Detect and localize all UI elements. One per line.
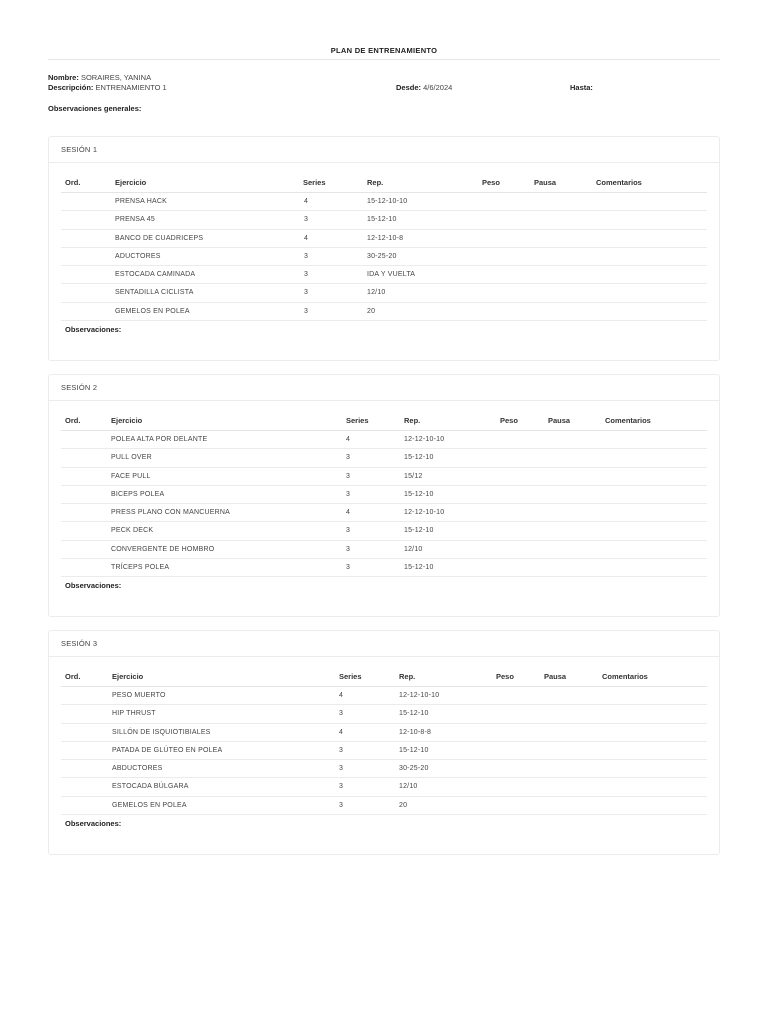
table-row	[61, 559, 707, 577]
cell-ejercicio: SENTADILLA CICLISTA	[115, 289, 194, 297]
table-row	[61, 778, 707, 796]
column-header-peso: Peso	[482, 178, 500, 187]
cell-ejercicio: ABDUCTORES	[112, 765, 163, 773]
cell-series: 3	[304, 271, 309, 279]
cell-ejercicio: GEMELOS EN POLEA	[115, 307, 190, 315]
column-header-comentarios: Comentarios	[596, 178, 642, 187]
column-header-ejercicio: Ejercicio	[111, 416, 143, 425]
table-header-row	[61, 173, 707, 193]
table-row	[61, 486, 707, 504]
table-row	[61, 266, 707, 284]
cell-ejercicio: PATADA DE GLÚTEO EN POLEA	[112, 746, 223, 754]
column-header-ord: Ord.	[65, 178, 81, 187]
cell-rep: 12-12-10-10	[404, 509, 445, 517]
session-observaciones-label: Observaciones:	[65, 325, 122, 335]
cell-rep: 15-12-10	[404, 454, 434, 462]
cell-ejercicio: PULL OVER	[111, 454, 152, 462]
column-header-ejercicio: Ejercicio	[115, 178, 147, 187]
exercise-table	[61, 411, 707, 590]
cell-series: 4	[304, 234, 309, 242]
cell-rep: 20	[367, 307, 376, 315]
cell-rep: 15-12-10	[399, 746, 429, 754]
cell-rep: 12/10	[399, 783, 418, 791]
table-row	[61, 687, 707, 705]
table-row	[61, 705, 707, 723]
nombre-value: SORAIRES, YANINA	[80, 73, 152, 82]
cell-rep: 12/10	[404, 545, 423, 553]
table-row	[61, 211, 707, 229]
cell-series: 3	[346, 564, 351, 572]
cell-series: 4	[346, 436, 351, 443]
cell-series: 4	[346, 509, 351, 517]
column-header-ord: Ord.	[65, 416, 81, 425]
cell-series: 4	[339, 692, 344, 699]
cell-series: 3	[339, 783, 344, 791]
cell-rep: 15-12-10	[404, 527, 434, 535]
table-row	[61, 284, 707, 302]
cell-ejercicio: PESO MUERTO	[112, 692, 166, 699]
table-row	[61, 742, 707, 760]
cell-ejercicio: TRÍCEPS POLEA	[111, 564, 170, 572]
descripcion-line	[48, 83, 167, 92]
observaciones-generales	[48, 104, 141, 113]
table-row	[61, 724, 707, 742]
cell-series: 3	[346, 527, 351, 535]
cell-ejercicio: PRESS PLANO CON MANCUERNA	[111, 509, 230, 517]
table-row	[61, 449, 707, 467]
desde-line	[396, 83, 452, 92]
cell-ejercicio: POLEA ALTA POR DELANTE	[111, 436, 208, 443]
cell-series: 3	[346, 490, 351, 498]
descripcion-label: Descripción:	[48, 83, 94, 92]
cell-rep: 15-12-10	[367, 216, 397, 224]
table-row	[61, 193, 707, 211]
table-header-row	[61, 667, 707, 687]
cell-series: 3	[339, 801, 344, 809]
observaciones-generales-label: Observaciones generales:	[48, 104, 142, 113]
table-row	[61, 431, 707, 449]
desde-label: Desde:	[396, 83, 422, 92]
nombre-line	[48, 73, 151, 82]
column-header-ejercicio: Ejercicio	[112, 672, 144, 681]
cell-ejercicio: PRENSA 45	[115, 216, 155, 224]
cell-rep: 15-12-10-10	[367, 198, 408, 205]
cell-ejercicio: ADUCTORES	[115, 252, 161, 260]
session-observaciones-label: Observaciones:	[65, 819, 122, 829]
cell-rep: 15/12	[404, 472, 423, 480]
cell-ejercicio: SILLÓN DE ISQUIOTIBIALES	[112, 728, 211, 736]
cell-series: 4	[304, 198, 309, 205]
cell-series: 3	[339, 765, 344, 773]
column-header-pausa: Pausa	[544, 672, 567, 681]
document-title: PLAN DE ENTRENAMIENTO	[330, 46, 438, 55]
cell-ejercicio: PECK DECK	[111, 527, 154, 535]
nombre-label: Nombre:	[48, 73, 79, 82]
column-header-series: Series	[346, 416, 369, 425]
cell-series: 3	[304, 216, 309, 224]
cell-ejercicio: CONVERGENTE DE HOMBRO	[111, 545, 215, 553]
column-header-pausa: Pausa	[548, 416, 571, 425]
cell-rep: 15-12-10	[404, 490, 434, 498]
cell-rep: 12/10	[367, 289, 386, 297]
session-title: SESIÓN 3	[49, 631, 719, 657]
cell-rep: 12-12-10-10	[399, 692, 440, 699]
descripcion-value: ENTRENAMIENTO 1	[95, 83, 167, 92]
table-row	[61, 541, 707, 559]
cell-ejercicio: BANCO DE CUADRICEPS	[115, 234, 204, 242]
table-row	[61, 522, 707, 540]
table-row	[61, 248, 707, 266]
cell-series: 3	[304, 307, 309, 315]
cell-ejercicio: GEMELOS EN POLEA	[112, 801, 187, 809]
session-observaciones-label: Observaciones:	[65, 581, 122, 591]
cell-rep: 15-12-10	[399, 710, 429, 718]
column-header-rep: Rep.	[399, 672, 416, 681]
table-row	[61, 797, 707, 815]
cell-rep: IDA Y VUELTA	[367, 271, 416, 279]
table-row	[61, 468, 707, 486]
cell-ejercicio: HIP THRUST	[112, 710, 156, 718]
session-title: SESIÓN 2	[49, 375, 719, 401]
table-header-row	[61, 411, 707, 431]
cell-rep: 20	[399, 801, 408, 809]
cell-rep: 12-12-10-8	[367, 234, 404, 242]
cell-ejercicio: FACE PULL	[111, 472, 151, 480]
column-header-rep: Rep.	[404, 416, 421, 425]
cell-rep: 12-10-8-8	[399, 728, 432, 736]
session-card	[48, 136, 720, 361]
exercise-table	[61, 667, 707, 828]
cell-series: 3	[346, 545, 351, 553]
cell-series: 3	[304, 252, 309, 260]
hasta-label: Hasta:	[570, 83, 593, 92]
cell-ejercicio: ESTOCADA CAMINADA	[115, 271, 196, 279]
cell-rep: 15-12-10	[404, 564, 434, 572]
column-header-peso: Peso	[496, 672, 514, 681]
exercise-table	[61, 173, 707, 334]
cell-series: 3	[346, 472, 351, 480]
cell-rep: 12-12-10-10	[404, 436, 445, 443]
cell-ejercicio: ESTOCADA BÚLGARA	[112, 783, 189, 791]
table-row	[61, 504, 707, 522]
table-row	[61, 230, 707, 248]
session-card	[48, 374, 720, 617]
column-header-series: Series	[303, 178, 326, 187]
desde-value: 4/6/2024	[423, 83, 453, 92]
hasta-line	[570, 83, 593, 92]
title-divider	[48, 59, 720, 60]
column-header-pausa: Pausa	[534, 178, 557, 187]
cell-rep: 30-25-20	[399, 765, 429, 773]
cell-rep: 30-25-20	[367, 252, 397, 260]
session-card	[48, 630, 720, 855]
column-header-comentarios: Comentarios	[605, 416, 651, 425]
cell-ejercicio: PRENSA HACK	[115, 198, 167, 205]
column-header-ord: Ord.	[65, 672, 81, 681]
column-header-series: Series	[339, 672, 362, 681]
column-header-peso: Peso	[500, 416, 518, 425]
column-header-comentarios: Comentarios	[602, 672, 648, 681]
table-row	[61, 303, 707, 321]
table-row	[61, 760, 707, 778]
cell-ejercicio: BICEPS POLEA	[111, 490, 165, 498]
session-title: SESIÓN 1	[49, 137, 719, 163]
column-header-rep: Rep.	[367, 178, 384, 187]
cell-series: 3	[346, 454, 351, 462]
cell-series: 3	[339, 710, 344, 718]
cell-series: 4	[339, 728, 344, 736]
cell-series: 3	[304, 289, 309, 297]
cell-series: 3	[339, 746, 344, 754]
